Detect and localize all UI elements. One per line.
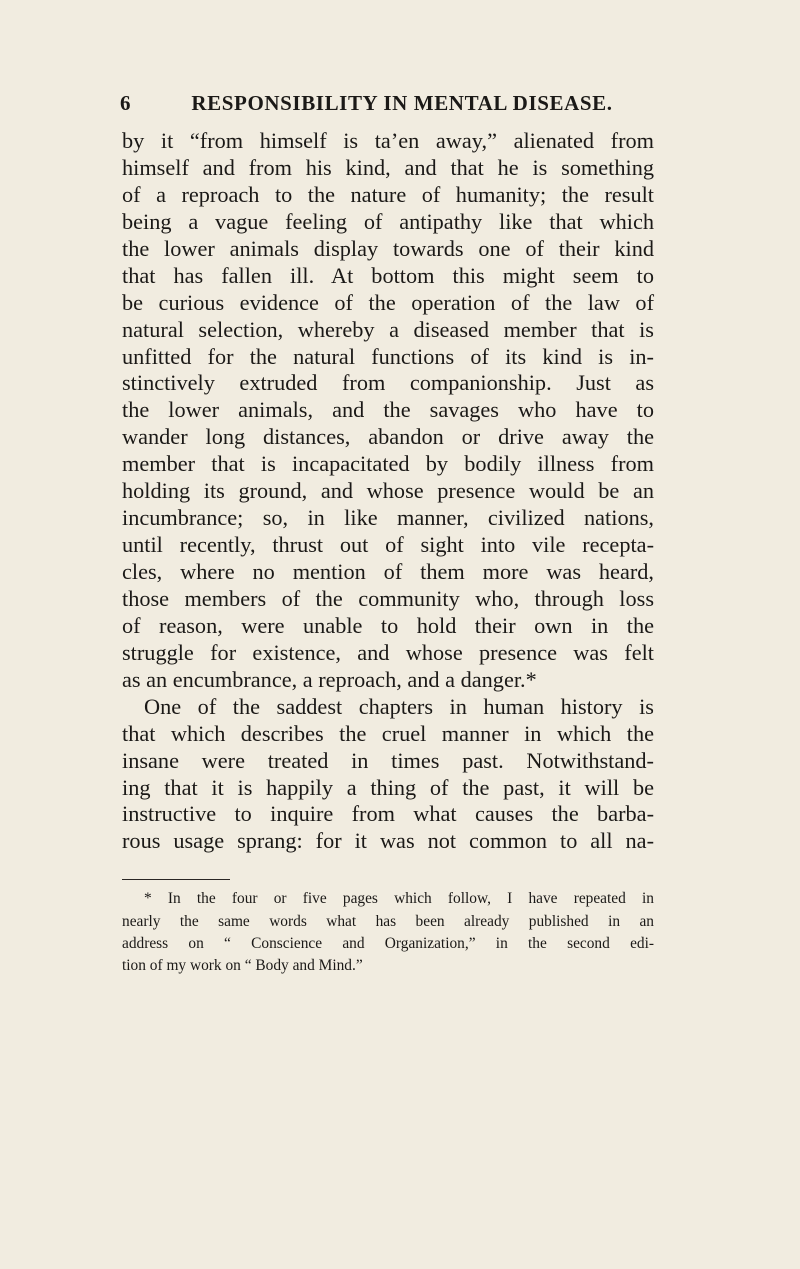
text-line: those members of the community who, through loss	[122, 585, 654, 611]
text-line: that has fallen ill. At bottom this might seem to	[122, 262, 654, 288]
text-line: cles, where no mention of them more was heard,	[122, 559, 654, 584]
footnote-divider	[122, 879, 230, 880]
text-line: being a vague feeling of antipathy like that which	[122, 208, 654, 234]
text-line: until recently, thrust out of sight into vile recepta-	[122, 532, 654, 558]
text-line: natural selection, whereby a diseased member that is	[122, 316, 654, 342]
page-number: 6	[120, 91, 132, 115]
text-line: the lower animals display towards one of their kind	[122, 235, 654, 261]
text-line: incumbrance; so, in like manner, civilized nations,	[122, 505, 654, 531]
footnote-line: nearly the same words what has been already published in an	[122, 912, 654, 930]
text-line: wander long distances, abandon or drive away the	[122, 424, 654, 450]
text-line: insane were treated in times past. Notwithstand-	[122, 747, 654, 773]
text-line: be curious evidence of the operation of the law of	[122, 289, 654, 315]
text-line: of reason, were unable to hold their own in the	[122, 612, 654, 638]
text-line: of a reproach to the nature of humanity; the result	[122, 181, 654, 207]
running-title: RESPONSIBILITY IN MENTAL DISEASE.	[191, 91, 613, 115]
text-line: One of the saddest chapters in human history is	[144, 693, 654, 719]
footnote-line: address on “ Conscience and Organization,” in the second edi-	[122, 934, 654, 952]
text-line: by it “from himself is ta’en away,” alienated from	[122, 128, 654, 153]
footnote-line: * In the four or five pages which follow, I have repeated in	[144, 890, 654, 908]
text-line: struggle for existence, and whose presence was felt	[122, 639, 654, 665]
footnote	[122, 888, 654, 977]
footnote-line: tion of my work on “ Body and Mind.”	[122, 956, 363, 974]
text-line: the lower animals, and the savages who have to	[122, 397, 654, 423]
text-line: himself and from his kind, and that he is something	[122, 154, 654, 180]
text-line: instructive to inquire from what causes the barba-	[122, 801, 654, 827]
book-page	[122, 86, 654, 977]
running-header	[122, 86, 654, 126]
text-line: member that is incapacitated by bodily illness from	[122, 451, 654, 477]
text-line: holding its ground, and whose presence would be an	[122, 478, 654, 504]
text-line: unfitted for the natural functions of its kind is in-	[122, 343, 654, 369]
text-line: that which describes the cruel manner in which the	[122, 720, 654, 746]
text-line: rous usage sprang: for it was not common to all na-	[122, 828, 654, 854]
text-line: as an encumbrance, a reproach, and a danger.*	[122, 666, 537, 692]
body-text	[122, 128, 654, 855]
text-line: stinctively extruded from companionship. Just as	[122, 370, 654, 396]
text-line: ing that it is happily a thing of the past, it will be	[122, 774, 654, 800]
